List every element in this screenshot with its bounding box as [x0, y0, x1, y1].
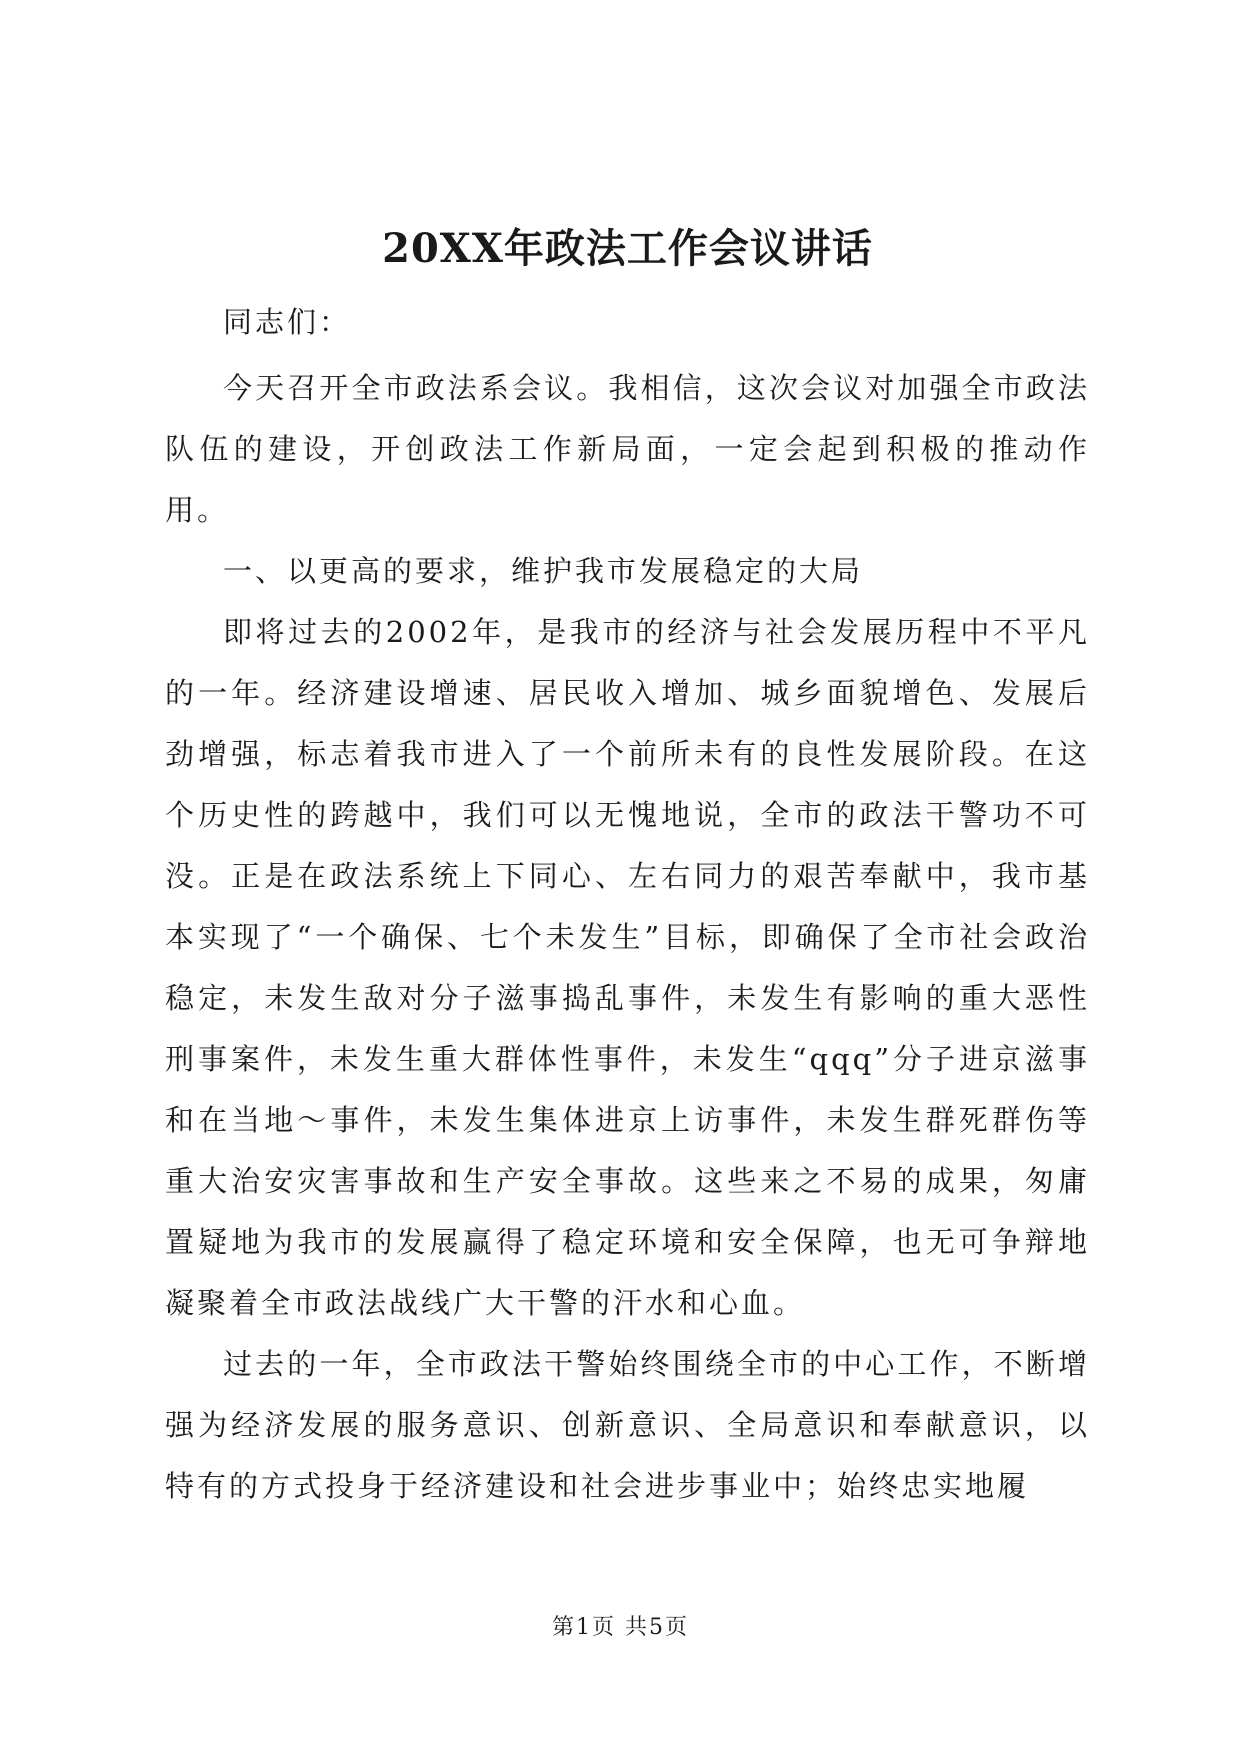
section-heading-1: 一、以更高的要求，维护我市发展稳定的大局: [223, 554, 864, 588]
intro-paragraph: 今天召开全市政法系会议。我相信，这次会议对加强全市政法队伍的建设，开创政法工作新局面，一定会起到积极的推动作用。: [165, 371, 1090, 527]
body-paragraph-past-year: 过去的一年，全市政法干警始终围绕全市的中心工作，不断增强为经济发展的服务意识、创新意识、全局意识和奉献意识，以特有的方式投身于经济建设和社会进步事业中；始终忠实地履: [165, 1347, 1090, 1503]
document-title: 20XX年政法工作会议讲话: [382, 225, 873, 272]
body-paragraph-achievements: 即将过去的2002年，是我市的经济与社会发展历程中不平凡的一年。经济建设增速、居民收入增加、城乡面貌增色、发展后劲增强，标志着我市进入了一个前所未有的良性发展阶段。在这个历史性的跨越中，我们可以无愧地说，全市的政法干警功不可没。正是在政法系统上下同心、左右同力的艰苦奉献中，我市基本实现了“一个确保、七个未发生”目标，即确保了全市社会政治稳定，未发生敌对分子滋事捣乱事件，未发生有影响的重大恶性刑事案件，未发生重大群体性事件，未发生“qqq”分子进京滋事和在当地～事件，未发生集体进京上访事件，未发生群死群伤等重大治安灾害事故和生产安全事故。这些来之不易的成果，匆庸置疑地为我市的发展赢得了稳定环境和安全保障，也无可争辩地凝聚着全市政法战线广大干警的汗水和心血。: [165, 615, 1090, 1320]
greeting-paragraph: 同志们：: [223, 305, 352, 339]
document-body: [165, 220, 1090, 1517]
page-indicator: 第1页 共5页: [552, 1615, 689, 1640]
